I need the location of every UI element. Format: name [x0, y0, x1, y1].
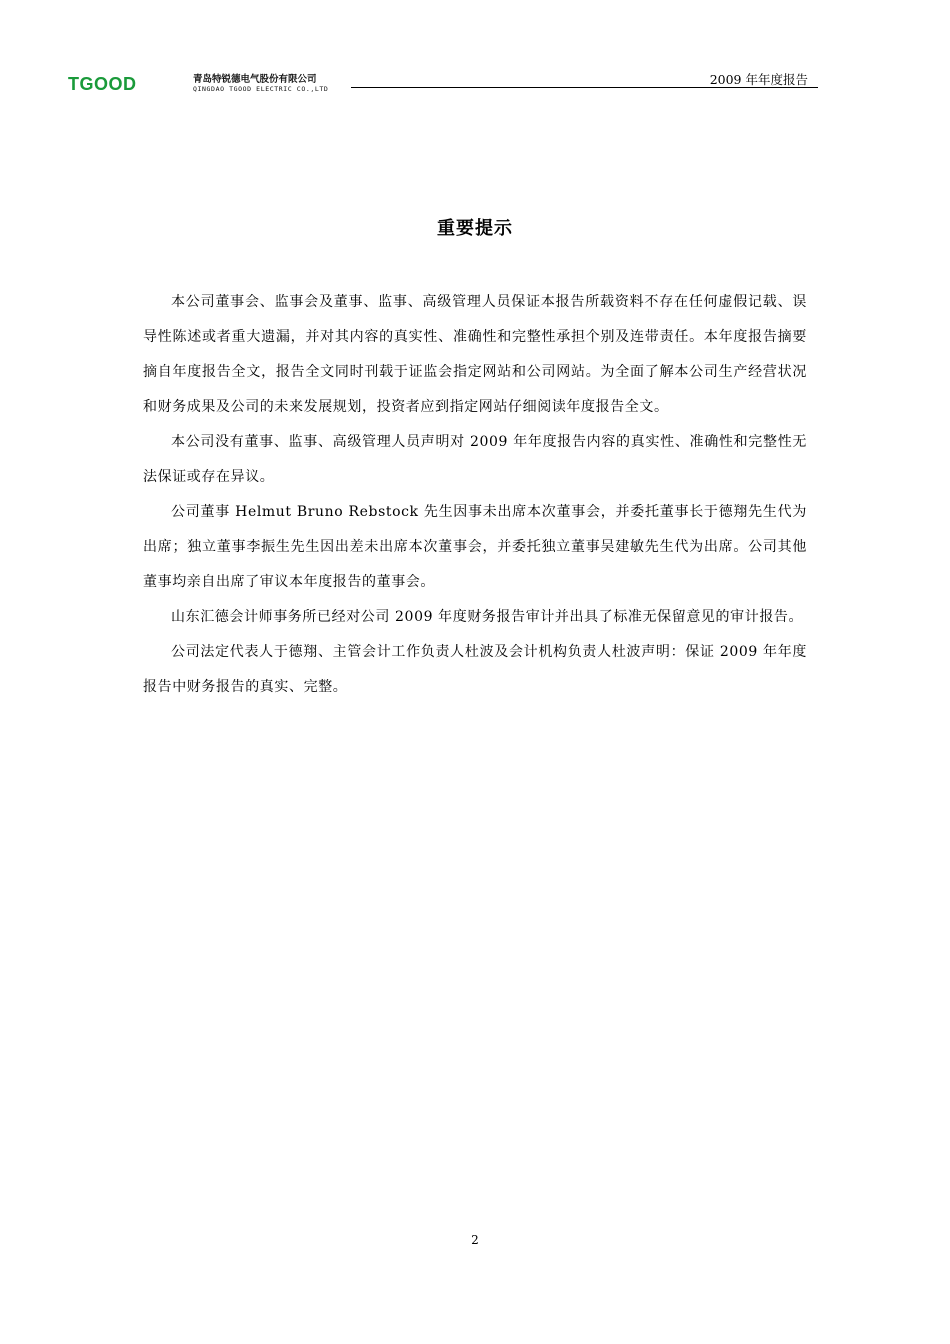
- paragraph-1: 本公司董事会、监事会及董事、监事、高级管理人员保证本报告所载资料不存在任何虚假记载、误导性陈述或者重大遗漏，并对其内容的真实性、准确性和完整性承担个别及连带责任。本年度报告摘要摘自年度报告全文，报告全文同时刊载于证监会指定网站和公司网站。为全面了解本公司生产经营状况和财务成果及公司的未来发展规划，投资者应到指定网站仔细阅读年度报告全文。: [143, 294, 807, 415]
- company-name-chinese: 青岛特锐德电气股份有限公司: [193, 74, 317, 85]
- paragraph-4: 山东汇德会计师事务所已经对公司 2009 年度财务报告审计并出具了标准无保留意见的审计报告。: [171, 609, 804, 625]
- company-name-block: [193, 74, 328, 93]
- paragraph-2: 本公司没有董事、监事、高级管理人员声明对 2009 年年度报告内容的真实性、准确性和完整性无法保证或存在异议。: [143, 434, 807, 485]
- company-name-english: QINGDAO TGOOD ELECTRIC CO.,LTD: [193, 85, 329, 93]
- tgood-logo: TGOOD: [68, 74, 137, 94]
- report-title: 2009 年年度报告: [709, 72, 808, 87]
- paragraph-5: 公司法定代表人于德翔、主管会计工作负责人杜波及会计机构负责人杜波声明：保证 2009 年年度报告中财务报告的真实、完整。: [143, 644, 807, 695]
- section-heading: 重要提示: [437, 218, 513, 239]
- page-number: 2: [471, 1233, 479, 1247]
- page-header: [68, 70, 818, 92]
- paragraph-3: 公司董事 Helmut Bruno Rebstock 先生因事未出席本次董事会，并委托董事长于德翔先生代为出席；独立董事李振生先生因出差未出席本次董事会，并委托独立董事吴建敏先生代为出席。公司其他董事均亲自出席了审议本年度报告的董事会。: [143, 504, 807, 590]
- notice-body: [143, 285, 807, 705]
